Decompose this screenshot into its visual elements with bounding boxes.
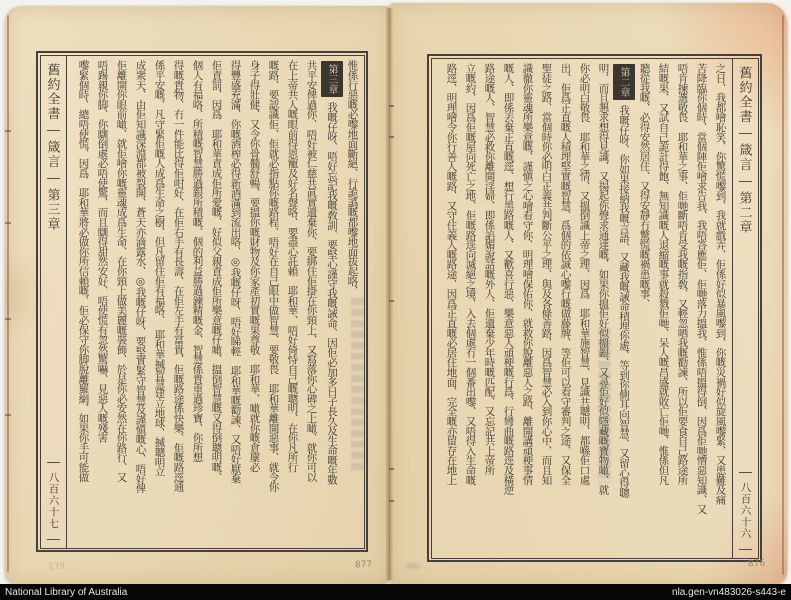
text-column: 苦降臨你個時、當個陣佢噲求告我、我唔答應佢、佢哋落力搵我、惟係唔搵得倒、因爲佢哋憎惡知識、又 (695, 62, 707, 514)
pencil-annotation-faint: 179 (47, 561, 66, 573)
section-title: 箴言 (737, 142, 753, 172)
text-column: 佢責罰、因爲 耶和華責成佢所愛嘅、好似父親責成佢所樂意嘅仔噉、搵倒智慧嘅又得倒聰明嘅、 (210, 59, 222, 481)
book-title: 舊約全書 (45, 62, 61, 121)
folio-number: 八百六十六 (739, 482, 751, 540)
text-column: 嘅人、即係丟棄正直嘅逕、想行黑路嘅人、又歡喜行惡、樂意惡人頑梗嘅行爲、行彎曲嘅路逕及橫逆 (502, 62, 514, 494)
ink-showthrough (598, 328, 611, 483)
text-frame-right (427, 54, 762, 562)
text-column: 出、佢爲正直嘅人積埋堅實嘅智慧、爲個的依誠心嚟行嘅做藤牌、等佢可以看守審判之途、又保全 (559, 62, 571, 484)
text-column: 成衆天、由佢知識深淵都被裂開、蒼天亦滴露水、◎我嘅仔呀、要堅實緊守智慧及謹愼嘅心、唔好俾 (134, 59, 146, 493)
text-body-right (432, 59, 732, 558)
text-column: 路途嘅人、智慧必救你離開淫婦、即係諂媚說話嘅外人、佢遺棄少年時嘅匹配、又忘記共上帝所 (483, 62, 495, 475)
text-column: 第三章我嘅仔呀、唔好忘記我嘅敎訓、要堅心謹守我嘅誡命、因佢必加多日子長久及生命嘅年數 (321, 60, 343, 544)
item-id: nla.gen-vn483026-s443-e (672, 586, 786, 598)
text-column: 聽從我嘅、必得安然居住、又得安靜冇驚慌嘅禍患嘅事、 (638, 62, 650, 308)
text-column: 明、而且懇求想得見識、又揚起你聲求通達嘅、如果你搵佢好似搵銀、又尋佢好似隱藏嘅寶物噉、就 (597, 62, 609, 494)
ink-showthrough (351, 298, 364, 473)
stitch-mark (389, 500, 394, 502)
header-rule (739, 181, 752, 182)
text-column: 識徹你靈魂所樂意嘅、謹愼之心噲看守你、明理噲保佑你、就救你脫離惡人之路、離開講頑梗事情 (521, 62, 533, 484)
chapter-heading-box: 第三章 (321, 61, 343, 97)
text-column: 立嘅約、因爲佢嘅屋向死亡之地、佢嘅路逕向滅絕之境、入去個處冇一個番出嚟、又唔得入生命嘅 (464, 62, 476, 484)
text-column: 得豐盛充滿、你嘅酒榨必得新酒滿到流出咯、◎我嘅仔呀、唔好睇輕 耶和華嘅勸諫、又唔好厭棄 (229, 59, 241, 483)
text-column: 唔踢親你脚、你瞓倒處必唔使驚、而且瞓得甜然安好、唔使慌有忽然驚嚇、見惡人嘅殘害 (96, 59, 108, 442)
text-column: 在上帝共人嘅眼前得恩寵及好名聲咯、要盡心託賴 耶和華、唔好倚恃自己嘅聰明、在你凡所行 (286, 59, 298, 472)
text-column: 共平安俾過你、唔好被仁慈共眞實遺棄你、要綁住佢掛在你頸上、又寫落你心碑之上噉、就你可以 (305, 59, 317, 481)
text-column: 結嘅果、又試自己詭計得飽、無知識嘅人退縮嘅事就殺戮佢哋、呆人嘅昌盛就敗亡佢哋、惟係但凡 (657, 62, 669, 484)
book-title: 舊約全書 (737, 65, 753, 124)
pencil-annotation: 876 (747, 558, 766, 570)
stitch-mark (389, 105, 394, 107)
chapter-label: 第三章 (45, 187, 61, 231)
text-column: 嚟緊個時、總唔使慌、因爲 耶和華將必做你所信賴嘅、佢必保守你脚脫離羅網、如果你手可能做 (77, 59, 89, 481)
text-column: 之日、我都噲恥笑、你驚慌嚟到、我就戲弄、佢係好似暴風嚟到、你嘅災禍好似旋風嚟緊、又患難及痛 (714, 62, 726, 504)
pencil-smudge (406, 563, 421, 569)
folio-number: 八百六十七 (47, 472, 59, 530)
page-edge-tint (782, 15, 784, 575)
text-column: 第二章我嘅仔呀、你如果接納我嘅言語、又藏我嘅誡命積埋你處、等到你側耳向智慧、又留心得聰 (613, 63, 635, 554)
stitch-mark (5, 130, 11, 132)
chapter-label: 第二章 (737, 190, 753, 234)
book-page-left (5, 6, 390, 584)
text-frame-left (36, 51, 368, 552)
viewer-info-bar (0, 584, 791, 600)
text-column: 你必明白敬畏 耶和華之情、又搵倒識上帝之理、因爲 耶和華施智慧、見識共聰明、都喺佢口處 (578, 62, 590, 484)
stitch-mark (5, 222, 11, 224)
folio-rule (47, 462, 60, 463)
text-column: 嘅路、要認識佢、佢就必指點你嘅路程、唔好在自己眼中做智慧、要敬畏 耶和華離開惡事、就令你 (267, 59, 279, 491)
text-column: 得嘅貴物、冇一件能比得佢咁好、在佢右手有長壽、在佢左手有富貴、佢嘅路途係快樂、佢嘅路逕通 (172, 59, 184, 491)
header-rule (739, 133, 752, 134)
section-title: 箴言 (45, 139, 61, 169)
page-edge-tint (7, 15, 9, 572)
chapter-heading-box: 第二章 (613, 64, 635, 100)
text-body-left (67, 56, 364, 548)
header-rule (47, 130, 60, 131)
stitch-mark (389, 136, 394, 138)
header-column-right (732, 59, 758, 558)
text-column: 佢離開你眼前噉、就佢噲你嘅靈魂成爲生命、在你頸上做美麗嘅裝飾、於是你必安然在你路行、又 (115, 59, 127, 481)
library-name: National Library of Australia (5, 586, 128, 598)
stitch-mark (5, 318, 11, 320)
folio-rule (47, 539, 60, 540)
text-column: 身子得壯健、又令你骨髓舒暢、要搵你嘅財物及你家產初實嘅果尊敬 耶和華、噉就你嘅倉廩必 (248, 59, 260, 472)
header-column-left (41, 56, 67, 548)
folio-rule (739, 472, 752, 473)
folio-rule (739, 549, 752, 550)
text-column: 路逕、明理噲令你行善人嘅路、又守住義人嘅路途、因爲正直嘅必居住地面、完全嘅亦留存在地上 (445, 62, 457, 484)
text-column: 聖徒之路、當個時你必明白正義共判斷公平之理、與及各條善路、因爲智慧必入到你心中、而且知 (540, 62, 552, 484)
text-column: 惟係行惡嘅必嚟地面斷絕、行詭譌嘅都嚟地面拔起咯、 (346, 59, 358, 295)
text-column: 個人有福咯、所積嘅智慧勝過銀所積嘅、個的利益勝過鍊精嘅金、智慧係貴重過珍寶、你所想 (191, 59, 203, 462)
stitch-mark (389, 300, 394, 302)
pencil-annotation: 877 (354, 559, 373, 571)
gutter-crease (386, 8, 393, 580)
stitch-mark (5, 414, 11, 416)
header-rule (47, 178, 60, 179)
book-page-right (390, 3, 787, 585)
text-column: 唔肯揀選敬畏 耶和華之事、佢哋斷唔肯受我嘅指敎、又輕忽哂我嘅勸諫、所以佢要食自己路途所 (676, 62, 688, 484)
stitch-mark (389, 468, 394, 470)
text-column: 係平安嘅、凡守緊佢嘅人成爲生命之樹、但凡留住佢有福咯、 耶和華搣智慧建立地球、搣聰明立 (153, 59, 165, 476)
